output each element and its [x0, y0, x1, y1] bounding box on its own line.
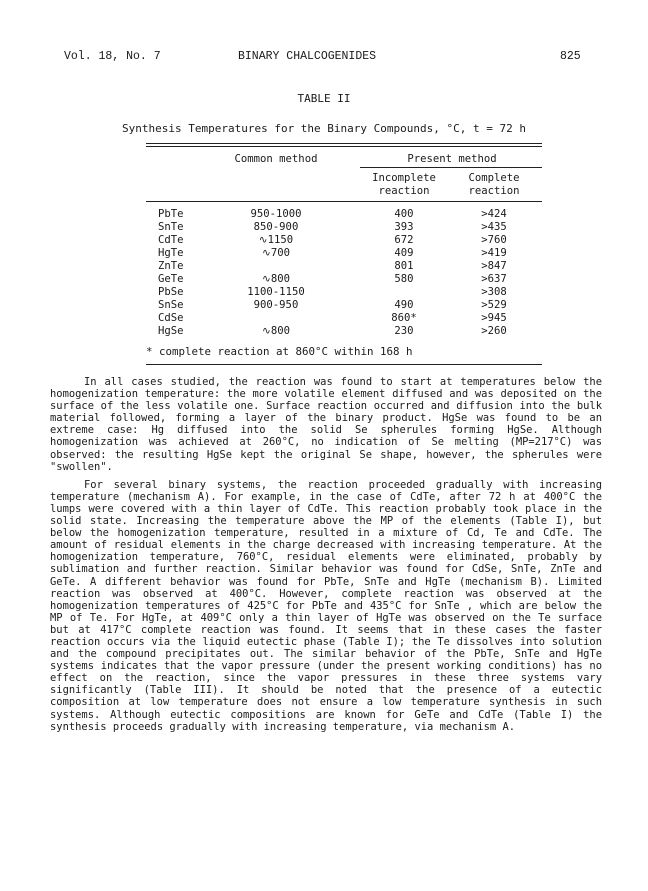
table-row [0, 273, 648, 286]
table-row [0, 221, 648, 234]
cell-common: ∿800 [261, 325, 290, 337]
header-complete-2: reaction [468, 185, 520, 197]
table-caption: Synthesis Temperatures for the Binary Compounds, °C, t = 72 h [122, 122, 526, 135]
cell-compound: HgSe [158, 325, 184, 337]
cell-common: 900-950 [253, 299, 299, 311]
cell-incomplete: 230 [394, 325, 414, 337]
table-row [0, 208, 648, 221]
cell-complete: >637 [481, 273, 507, 285]
table-top-rule-2 [146, 146, 542, 147]
cell-incomplete: 801 [394, 260, 414, 272]
table-row [0, 260, 648, 273]
cell-incomplete: 409 [394, 247, 414, 259]
cell-common: ∿700 [261, 247, 290, 259]
table-row [0, 286, 648, 299]
header-present-method: Present method [407, 153, 497, 165]
cell-common: 950-1000 [250, 208, 302, 220]
cell-compound: CdSe [158, 312, 184, 324]
cell-complete: >424 [481, 208, 507, 220]
cell-compound: CdTe [158, 234, 184, 246]
header-complete-1: Complete [468, 172, 520, 184]
cell-compound: SnSe [158, 299, 184, 311]
cell-incomplete: 672 [394, 234, 414, 246]
cell-common: ∿800 [261, 273, 290, 285]
table-header-rule [146, 201, 542, 202]
journal-volume: Vol. 18, No. 7 [64, 50, 161, 63]
table-row [0, 247, 648, 260]
page-number: 825 [560, 50, 581, 63]
cell-incomplete: 580 [394, 273, 414, 285]
cell-common: ∿1150 [258, 234, 294, 246]
cell-compound: HgTe [158, 247, 184, 259]
cell-complete: >945 [481, 312, 507, 324]
table-label: TABLE II [297, 92, 351, 105]
cell-compound: ZnTe [158, 260, 184, 272]
cell-complete: >529 [481, 299, 507, 311]
cell-incomplete: 393 [394, 221, 414, 233]
table-row [0, 325, 648, 338]
cell-complete: >760 [481, 234, 507, 246]
header-incomplete-2: reaction [378, 185, 430, 197]
running-title: BINARY CHALCOGENIDES [238, 50, 377, 63]
body-text [50, 376, 602, 739]
header-common-method: Common method [234, 153, 318, 165]
present-method-rule [360, 167, 542, 168]
cell-compound: SnTe [158, 221, 184, 233]
table-top-rule [146, 143, 542, 144]
cell-complete: >847 [481, 260, 507, 272]
header-incomplete-1: Incomplete [372, 172, 436, 184]
cell-incomplete: 400 [394, 208, 414, 220]
cell-incomplete: 490 [394, 299, 414, 311]
cell-compound: GeTe [158, 273, 184, 285]
paragraph-2: For several binary systems, the reaction proceeded gradually with increasing temperature (mechanism A). For example, in the case of CdTe, after 72 h at 400°C the lumps were covered with a thin layer of CdTe. This reaction probably took place in the solid state. Increasing the temperature above the MP of the elements (Table I), but below the homogenization temperature, resulted in a mixture of Cd, Te and CdTe. The amount of residual elements in the charge decreased with increasing temperature. At the homogenization temperature, 760°C, residual elements were eliminated, probably by sublimation and further reaction. Similar behavior was found for CdSe, SnTe, ZnTe and GeTe. A different behavior was found for PbTe, SnTe and HgTe (mechanism B). Limited reaction was observed at 400°C. However, complete reaction was observed at the homogenization temperatures of 425°C for PbTe and 435°C for SnTe , which are below the MP of Te. For HgTe, at 409°C only a thin layer of HgTe was observed on the Te surface but at 417°C complete reaction was found. It seems that in these cases the faster reaction occurs via the liquid eutectic phase (Table I); the Te dissolves into solution and the compound precipitates out. The similar behavior of the PbTe, SnTe and HgTe systems indicates that the vapor pressure (under the present working conditions) has no effect on the reaction, since the vapor pressures in these three systems vary significantly (Table III). It should be noted that the presence of a eutectic composition at low temperature does not ensure a low temperature synthesis in such systems. Although eutectic compositions are known for GeTe and CdTe (Table I) the synthesis proceeds gradually with increasing temperature, via mechanism A. [50, 478, 602, 733]
cell-common: 850-900 [253, 221, 299, 233]
table-row [0, 299, 648, 312]
cell-compound: PbSe [158, 286, 184, 298]
cell-complete: >260 [481, 325, 507, 337]
table-row [0, 312, 648, 325]
cell-complete: >308 [481, 286, 507, 298]
table-bottom-rule [146, 364, 542, 365]
cell-compound: PbTe [158, 208, 184, 220]
cell-incomplete: 860* [391, 312, 417, 324]
cell-common: 1100-1150 [247, 286, 305, 298]
cell-complete: >419 [481, 247, 507, 259]
paragraph-1: In all cases studied, the reaction was found to start at temperatures below the homogenization temperature: the more volatile element diffused and was deposited on the surface of the less volatile one. Surface reaction occurred and diffusion into the bulk material followed, forming a layer of the binary product. HgSe was found to be an extreme case: Hg diffused into the solid Se spherules forming HgSe. Although homogenization was achieved at 260°C, no indication of Se melting (MP=217°C) was observed: the resulting HgSe kept the original Se shape, however, the spherules were "swollen". [50, 376, 602, 473]
table-footnote: * complete reaction at 860°C within 168 h [146, 345, 413, 358]
cell-complete: >435 [481, 221, 507, 233]
table-row [0, 234, 648, 247]
